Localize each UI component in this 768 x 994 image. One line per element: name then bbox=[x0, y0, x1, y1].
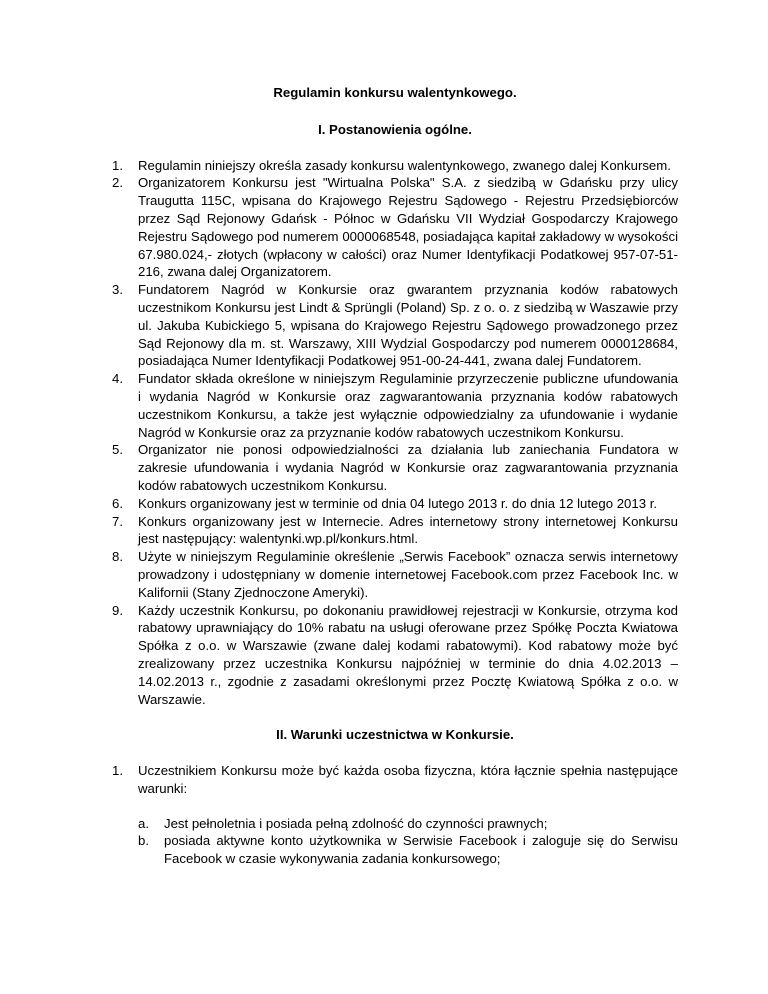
participation-list bbox=[112, 762, 678, 868]
item-text: Konkurs organizowany jest w terminie od dnia 04 lutego 2013 r. do dnia 12 lutego 2013 r. bbox=[138, 495, 658, 511]
item-number: 4. bbox=[112, 371, 123, 387]
list-item bbox=[112, 548, 678, 601]
item-text: Fundator składa określone w niniejszym Regulaminie przyrzeczenie publiczne ufundowania i wydania Nagród w Konkursie oraz zagwarantowania przyznania kodów rabatowych uczestnikom Konkursu, a także jest wyłącznie odpowiedzialny za ufundowanie i wydanie Nagród w Konkursie oraz za przyznanie kodów rabatowych uczestnikom Konkursu. bbox=[138, 371, 678, 440]
section-heading-general-provisions: I. Postanowienia ogólne. bbox=[318, 121, 472, 137]
item-number: 6. bbox=[112, 495, 123, 511]
item-number: 1. bbox=[112, 763, 123, 779]
list-item bbox=[112, 513, 678, 549]
item-number: 5. bbox=[112, 442, 123, 458]
document-title: Regulamin konkursu walentynkowego. bbox=[273, 85, 517, 100]
item-text: Regulamin niniejszy określa zasady konkursu walentynkowego, zwanego dalej Konkursem. bbox=[138, 157, 671, 173]
general-provisions-list bbox=[112, 157, 678, 709]
item-text: Konkurs organizowany jest w Internecie. Adres internetowy strony internetowej Konkursu jest następujący: walentynki.wp.pl/konkurs.html. bbox=[138, 513, 678, 547]
list-item bbox=[112, 157, 678, 175]
list-item bbox=[112, 495, 678, 513]
list-subitem bbox=[138, 815, 678, 833]
subitem-text: Jest pełnoletnia i posiada pełną zdolność do czynności prawnych; bbox=[164, 815, 548, 831]
item-number: 7. bbox=[112, 513, 123, 529]
subitem-letter: a. bbox=[138, 815, 149, 831]
item-number: 2. bbox=[112, 175, 123, 191]
participation-conditions-list bbox=[138, 815, 678, 868]
item-number: 3. bbox=[112, 282, 123, 298]
section-participation bbox=[112, 726, 678, 868]
subitem-letter: b. bbox=[138, 833, 149, 849]
list-item bbox=[112, 174, 678, 281]
subitem-text: posiada aktywne konto użytkownika w Serwisie Facebook i zaloguje się do Serwisu Facebook w czasie wykonywania zadania konkursowego; bbox=[164, 833, 678, 867]
list-item bbox=[112, 762, 678, 868]
list-item bbox=[112, 281, 678, 370]
list-subitem bbox=[138, 832, 678, 868]
item-text: Organizator nie ponosi odpowiedzialności za działania lub zaniechania Fundatora w zakresie ufundowania i wydania Nagród w Konkursie oraz zagwarantowania przyznania kodów rabatowych uczestnikom Konkursu. bbox=[138, 442, 678, 493]
list-item bbox=[112, 370, 678, 441]
item-text: Organizatorem Konkursu jest "Wirtualna Polska" S.A. z siedzibą w Gdańsku przy ulicy Traugutta 115C, wpisana do Krajowego Rejestru Sądowego - Rejestru Przedsiębiorców przez Sąd Rejonowy Gdańsk - Północ w Gdańsku VII Wydział Gospodarczy Krajowego Rejestru Sądowego pod numerem 0000068548, posiadająca kapitał zakładowy w wysokości 67.980.024,- złotych (wpłacony w całości) oraz Numer Identyfikacji Podatkowej 957-07-51-216, zwana dalej Organizatorem. bbox=[138, 175, 678, 280]
section-heading-participation: II. Warunki uczestnictwa w Konkursie. bbox=[276, 727, 514, 743]
item-number: 9. bbox=[112, 602, 123, 618]
item-text: Użyte w niniejszym Regulaminie określenie „Serwis Facebook” oznacza serwis internetowy prowadzony i udostępniany w domenie internetowej Facebook.com przez Facebook Inc. w Kalifornii (Stany Zjednoczone Ameryki). bbox=[138, 549, 678, 600]
item-number: 1. bbox=[112, 157, 123, 173]
list-item bbox=[112, 441, 678, 494]
item-text: Każdy uczestnik Konkursu, po dokonaniu prawidłowej rejestracji w Konkursie, otrzyma kod rabatowy uprawniający do 10% rabatu na usługi oferowane przez Spółkę Poczta Kwiatowa Spółka z o.o. w Warszawie (zwane dalej kodami rabatowymi). Kod rabatowy może być zrealizowany przez uczestnika Konkursu najpóźniej w terminie do dnia 4.02.2013 – 14.02.2013 r., zgodnie z zasadami określonymi przez Pocztę Kwiatową Spółka z o.o. w Warszawie. bbox=[138, 602, 678, 707]
item-text: Fundatorem Nagród w Konkursie oraz gwarantem przyznania kodów rabatowych uczestnikom Konkursu jest Lindt & Sprüngli (Poland) Sp. z o. o. z siedzibą w Waszawie przy ul. Jakuba Kubickiego 5, wpisana do Krajowego Rejestru Sądowego prowadzonego przez Sąd Rejonowy dla m. st. Warszawy, XIII Wydzial Gospodarczy pod numerem 0000128684, posiadająca Numer Identyfikacji Podatkowej 951-00-24-441, zwana dalej Fundatorem. bbox=[138, 282, 678, 369]
list-item bbox=[112, 602, 678, 709]
item-number: 8. bbox=[112, 549, 123, 565]
item-text: Uczestnikiem Konkursu może być każda osoba fizyczna, która łącznie spełnia następujące warunki: bbox=[138, 763, 678, 796]
